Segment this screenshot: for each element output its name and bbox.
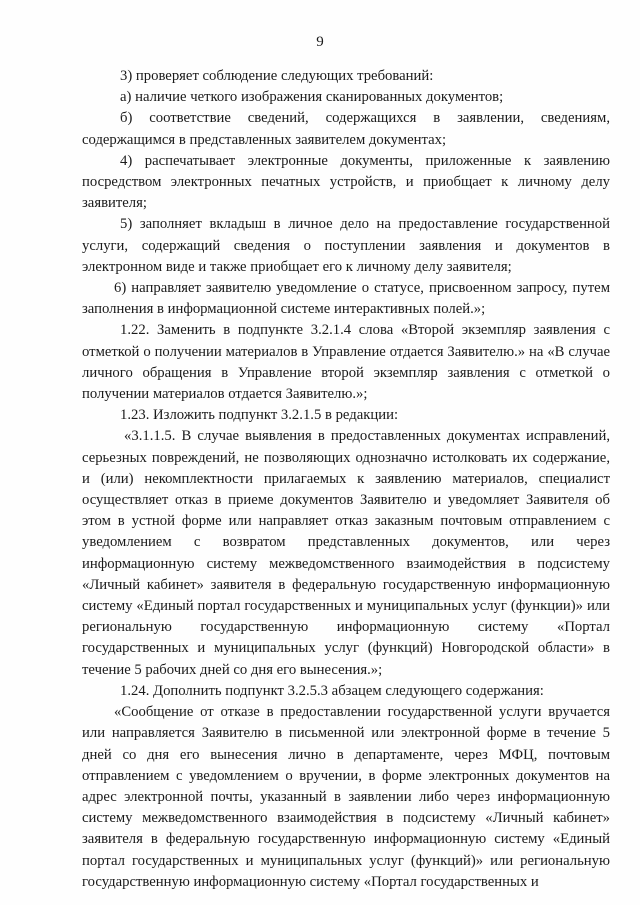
paragraph-1-22: 1.22. Заменить в подпункте 3.2.1.4 слова «Второй экземпляр заявления с отметкой о получении материалов в Управление отдается Заявителю.» на «В случае личного обращения в Управление второй экземпляр заявления с отметкой о получении материалов отдается Заявителю.»; bbox=[82, 322, 610, 403]
paragraph-3-1-1-5: «3.1.1.5. В случае выявления в предоставленных документах исправлений, серьезных повреждений, не позволяющих однозначно истолковать их содержание, и (или) некомплектности прилагаемых к заявлению материалов, специалист осуществляет отказ в приеме документов Заявителю и уведомляет Заявителя об этом в устной форме или направляет отказ заказным почтовым отправлением с уведомлением с возвратом представленных документов, или через информационную систему межведомственного взаимодействия в подсистему «Личный кабинет» заявителя в федеральную государственную информационную систему «Единый портал государственных и муниципальных услуг (функции)» или региональную государственную информационную систему «Портал государственных и муниципальных услуг (функций) Новгородской области» в течение 5 рабочих дней со дня его вынесения.»; bbox=[82, 428, 610, 678]
body-text bbox=[82, 66, 610, 893]
page-number: 9 bbox=[316, 34, 324, 50]
paragraph-3-requirements: 3) проверяет соблюдение следующих требований: bbox=[120, 68, 434, 84]
paragraph-4-print-documents: 4) распечатывает электронные документы, приложенные к заявлению посредством электронных печатных устройств, и приобщает к личному делу заявителя; bbox=[82, 152, 610, 212]
paragraph-6-status-notice: 6) направляет заявителю уведомление о статусе, присвоенном запросу, путем заполнения в информационной системе интерактивных полей.»; bbox=[82, 280, 610, 318]
paragraph-1-24: 1.24. Дополнить подпункт 3.2.5.3 абзацем следующего содержания: bbox=[120, 682, 544, 699]
paragraph-b-consistency: б) соответствие сведений, содержащихся в заявлении, сведениям, содержащимся в представленных заявителем документах; bbox=[82, 110, 610, 148]
paragraph-a-scan-quality: а) наличие четкого изображения сканированных документов; bbox=[120, 89, 504, 106]
paragraph-1-23: 1.23. Изложить подпункт 3.2.1.5 в редакции: bbox=[120, 407, 399, 424]
paragraph-refusal-message: «Сообщение от отказе в предоставлении государственной услуги вручается или направляется Заявителю в письменной или электронной форме в течение 5 дней со дня его вынесения лично в департаменте, через МФЦ, почтовым отправлением с уведомлением о вручении, в форме электронных документов на адрес электронной почты, указанный в заявлении либо через информационную систему межведомственного взаимодействия в подсистему «Личный кабинет» заявителя в федеральную государственную информационную систему «Единый портал государственных и муниципальных услуг (функций)» или региональную государственную информационную систему «Портал государственных и bbox=[82, 704, 610, 890]
paragraph-5-insert-sheet: 5) заполняет вкладыш в личное дело на предоставление государственной услуги, содержащий сведения о поступлении заявления и документов в электронном виде и также приобщает его к личному делу заявителя; bbox=[82, 216, 610, 275]
